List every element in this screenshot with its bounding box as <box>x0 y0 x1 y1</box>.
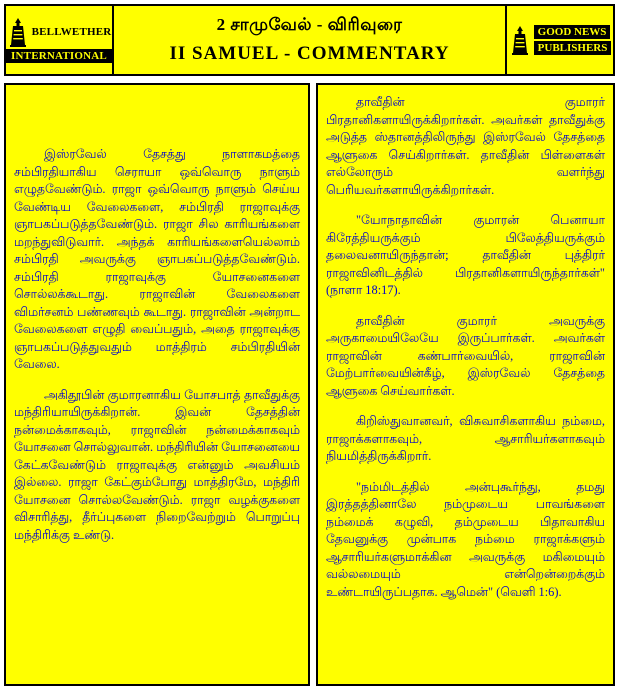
title-english: II SAMUEL - COMMENTARY <box>169 43 450 64</box>
page-body <box>4 83 615 686</box>
page-header <box>4 4 615 76</box>
bellwether-logo-row <box>9 17 112 47</box>
good-news-logo-line2: PUBLISHERS <box>534 41 612 55</box>
good-news-logo-row <box>510 25 610 55</box>
good-news-logo-text <box>534 25 612 55</box>
bellwether-logo-line2: INTERNATIONAL <box>6 49 112 63</box>
left-column <box>4 83 310 686</box>
tower-icon <box>509 25 531 55</box>
paragraph: அகிதூபின் குமாரனாகிய யோசபாத் தாவீதுக்கு மந்திரியாயிருக்கிறான். இவன் தேசத்தின் நன்மைக்காகவும், ராஜாவின் நன்மைக்காகவும் யோசனை சொல்லுவான். மந்திரியின் யோசனையை கேட்கவேண்டும் ராஜாவுக்கு என்னும் அவசியம் இல்லை. ராஜா கேட்கும்போது மாத்திரமே, மந்திரி யோசனை சொல்லவேண்டும். ராஜா வழக்குகளை விசாரித்து, தீர்ப்புகளை நிறைவேற்றும் பொறுப்பு மந்திரிக்கு உண்டு. <box>14 387 300 542</box>
paragraph: தாவீதின் குமாரர் அவருக்கு அருகாமையிலேயே இருப்பார்கள். அவர்கள் ராஜாவின் கண்பார்வையில், ராஜாவின் மேற்பார்வையின்கீழ், இஸ்ரவேல் தேசத்தை ஆளுகை செய்வார்கள். <box>326 313 605 398</box>
title-tamil: 2 சாமுவேல் - விரிவுரை <box>216 15 403 34</box>
right-column <box>316 83 615 686</box>
tower-icon <box>7 17 29 47</box>
bellwether-international-logo <box>6 6 114 74</box>
paragraph: கிறிஸ்துவானவர், விசுவாசிகளாகிய நம்மை, ராஜாக்களாகவும், ஆசாரியர்களாகவும் நியமித்திருக்கிறார். <box>326 414 605 463</box>
left-column-top-spacer <box>14 94 300 146</box>
good-news-logo-line1: GOOD NEWS <box>534 25 611 39</box>
paragraph: தாவீதின் குமாரர் பிரதானிகளாயிருக்கிறார்கள். அவர்கள் தாவீதுக்கு அடுத்த ஸ்தானத்திலிருந்து இஸ்ரவேல் தேசத்தை ஆளுகை செய்கிறார்கள். தாவீதின் பிள்ளைகள் எல்லோரும் வளர்ந்து பெரியவர்களாயிருக்கிறார்கள். <box>326 95 605 197</box>
bellwether-logo-line1: BELLWETHER <box>31 26 112 38</box>
paragraph: இஸ்ரவேல் தேசத்து நாளாகமத்தை சம்பிரதியாகிய செராயா ஒவ்வொரு நாளும் எழுதவேண்டும். ராஜா ஒவ்வொரு நாளும் செய்ய வேண்டிய வேலைகளை, சம்பிரதி ராஜாவுக்கு ஞாபகப்படுத்தவேண்டும். ராஜா சில காரியங்களை மறந்துவிடுவார். அந்தக் காரியங்களையெல்லாம் சம்பிரதி அவருக்கு ஞாபகப்படுத்தவேண்டும். சம்பிரதி ராஜாவுக்கு யோசனைகளை சொல்லக்கூடாது. ராஜாவின் வேலைகளை விமர்சனம் பண்ணவும் கூடாது. ராஜாவின் அன்றாட வேலைகளை எழுதி வைப்பதும், அதை ராஜாவுக்கு ஞாபகப்படுத்துவதும் மாத்திரம் சம்பிரதியின் வேலை. <box>14 147 300 371</box>
paragraph: "நம்மிடத்தில் அன்புகூர்ந்து, தமது இரத்தத்தினாலே நம்முடைய பாவங்களை நம்மைக் கழுவி, தம்முடைய பிதாவாகிய தேவனுக்கு முன்பாக நம்மை ராஜாக்களும் ஆசாரியர்களுமாக்கின அவருக்கு மகிமையும் வல்லமையும் என்றென்றைக்கும் உண்டாயிருப்பதாக. ஆமென்" (வெளி 1:6). <box>326 479 605 599</box>
paragraph: "யோநாதாவின் குமாரன் பெனாயா கிரேத்தியருக்கும் பிலேத்தியருக்கும் தலைவனாயிருந்தான்; தாவீதின் புத்திரர் ராஜாவினிடத்தில் பிரதானிகளாயிருந்தார்கள்" (நாளா 18:17). <box>326 213 605 297</box>
good-news-publishers-logo <box>505 6 613 74</box>
page-title <box>114 6 505 74</box>
